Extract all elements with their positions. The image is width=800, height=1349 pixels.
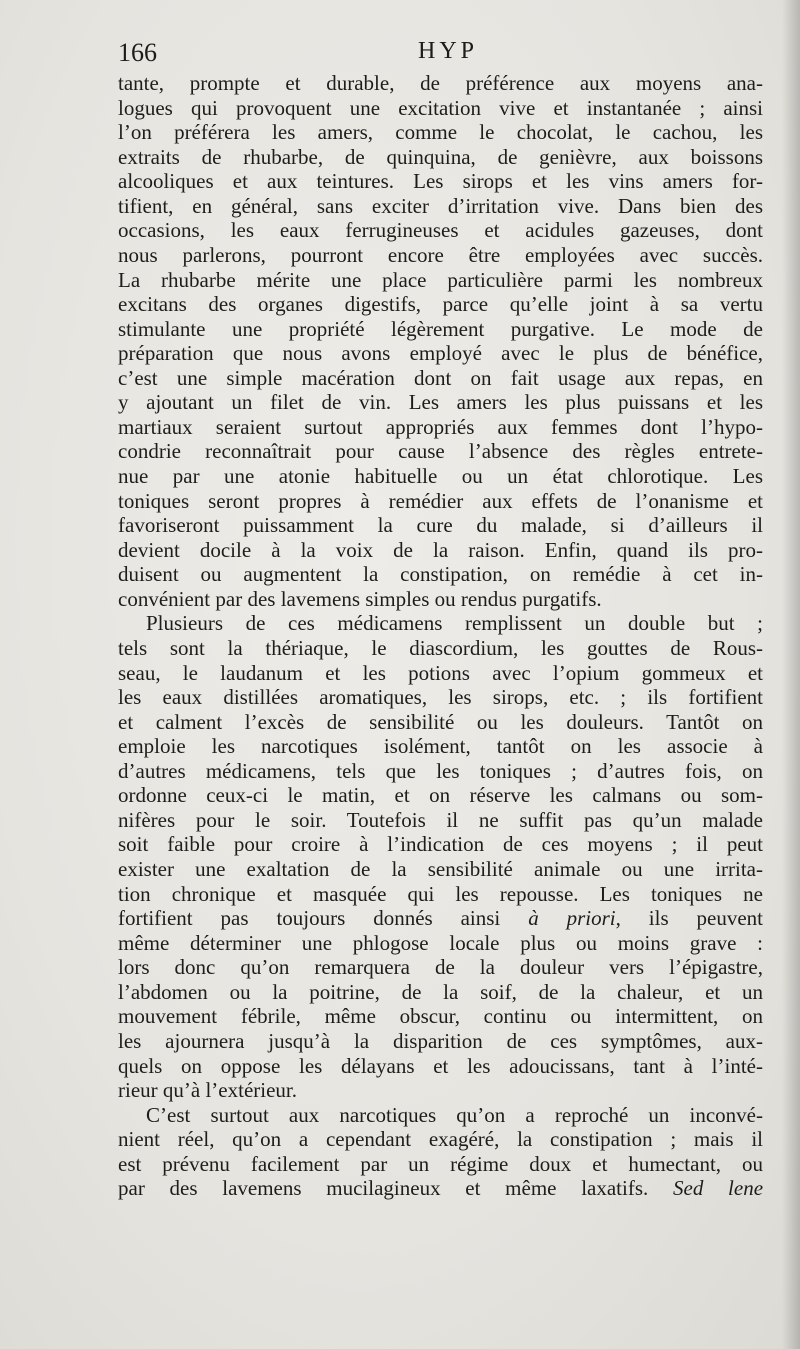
text-line: alcooliques et aux teintures. Les sirops et les vins amers for-: [118, 169, 763, 194]
text-line-with-italic: [118, 906, 763, 931]
text-line: Plusieurs de ces médicamens remplissent un double but ;: [146, 611, 763, 636]
text-line: soit faible pour croire à l’indication de ces moyens ; il peut: [118, 832, 763, 857]
page-header: [118, 38, 763, 72]
text-line: mouvement fébrile, même obscur, continu ou intermittent, on: [118, 1004, 763, 1029]
text-line: quels on oppose les délayans et les adoucissans, tant à l’inté-: [118, 1053, 763, 1078]
page-number: 166: [118, 38, 157, 67]
text-line: favoriseront puissamment la cure du malade, si d’ailleurs il: [118, 513, 763, 538]
text-line: tante, prompte et durable, de préférence aux moyens ana-: [118, 71, 763, 95]
text-line: emploie les narcotiques isolément, tantôt on les associe à: [118, 734, 763, 759]
text-line: duisent ou augmentent la constipation, on remédie à cet in-: [118, 562, 763, 587]
running-head: HYP: [418, 38, 479, 64]
text-line: devient docile à la voix de la raison. Enfin, quand ils pro-: [118, 537, 763, 562]
text-line: même déterminer une phlogose locale plus ou moins grave :: [118, 930, 763, 955]
text-line: occasions, les eaux ferrugineuses et acidules gazeuses, dont: [118, 218, 763, 243]
text-line: c’est une simple macération dont on fait usage aux repas, en: [118, 365, 763, 390]
text-line: les ajournera jusqu’à la disparition de ces symptômes, aux-: [118, 1028, 763, 1053]
text-line: toniques seront propres à remédier aux effets de l’onanisme et: [118, 488, 763, 513]
text-line: logues qui provoquent une excitation vive et instantanée ; ainsi: [118, 95, 763, 120]
text-line: lors donc qu’on remarquera de la douleur vers l’épigastre,: [118, 955, 763, 980]
text-line: nifères pour le soir. Toutefois il ne suffit pas qu’un malade: [118, 807, 763, 832]
text-line: La rhubarbe mérite une place particulière parmi les nombreux: [118, 267, 763, 292]
text-line: C’est surtout aux narcotiques qu’on a reproché un inconvé-: [146, 1102, 763, 1127]
text-line: d’autres médicamens, tels que les toniques ; d’autres fois, on: [118, 758, 763, 783]
text-line: stimulante une propriété légèrement purgative. Le mode de: [118, 316, 763, 341]
text-line: excitans des organes digestifs, parce qu’elle joint à sa vertu: [118, 292, 763, 317]
text-segment: , ils peuvent: [615, 906, 763, 931]
text-line: tels sont la thériaque, le diascordium, les gouttes de Rous-: [118, 635, 763, 660]
text-segment: fortifient pas toujours donnés ainsi: [118, 906, 501, 931]
text-line: nient réel, qu’on a cependant exagéré, la constipation ; mais il: [118, 1127, 763, 1152]
text-line: est prévenu facilement par un régime doux et humectant, ou: [118, 1151, 763, 1176]
text-line: seau, le laudanum et les potions avec l’opium gommeux et: [118, 660, 763, 685]
text-line: exister une exaltation de la sensibilité animale ou une irrita-: [118, 857, 763, 881]
text-line: tion chronique et masquée qui les repousse. Les toniques ne: [118, 881, 763, 906]
text-line: et calment l’excès de sensibilité ou les douleurs. Tantôt on: [118, 709, 763, 734]
page-binding-shadow: [782, 0, 800, 1349]
text-segment: par des lavemens mucilagineux et même laxatifs.: [118, 1176, 649, 1201]
text-line: nue par une atonie habituelle ou un état chlorotique. Les: [118, 464, 763, 488]
text-line: martiaux seraient surtout appropriés aux femmes dont l’hypo-: [118, 414, 763, 439]
text-line: condrie reconnaîtrait pour cause l’absence des règles entrete-: [118, 439, 763, 464]
text-line-with-italic: [118, 1176, 763, 1201]
text-line: les eaux distillées aromatiques, les sirops, etc. ; ils fortifient: [118, 685, 763, 710]
text-line: préparation que nous avons employé avec le plus de bénéfice,: [118, 341, 763, 366]
text-line: convénient par des lavemens simples ou rendus purgatifs.: [118, 586, 602, 611]
text-line: tifient, en général, sans exciter d’irritation vive. Dans bien des: [118, 193, 763, 218]
text-line: l’abdomen ou la poitrine, de la soif, de la chaleur, et un: [118, 979, 763, 1004]
text-line: nous parlerons, pourront encore être employées avec succès.: [118, 242, 763, 267]
italic-phrase: Sed lene: [673, 1176, 763, 1201]
text-line: l’on préférera les amers, comme le chocolat, le cachou, les: [118, 120, 763, 145]
body-text: [118, 71, 763, 1201]
text-line: extraits de rhubarbe, de quinquina, de genièvre, aux boissons: [118, 144, 763, 169]
text-line: y ajoutant un filet de vin. Les amers les plus puissans et les: [118, 390, 763, 415]
italic-phrase: à priori: [528, 906, 616, 931]
text-line: rieur qu’à l’extérieur.: [118, 1078, 297, 1103]
text-line: ordonne ceux-ci le matin, et on réserve les calmans ou som-: [118, 783, 763, 808]
